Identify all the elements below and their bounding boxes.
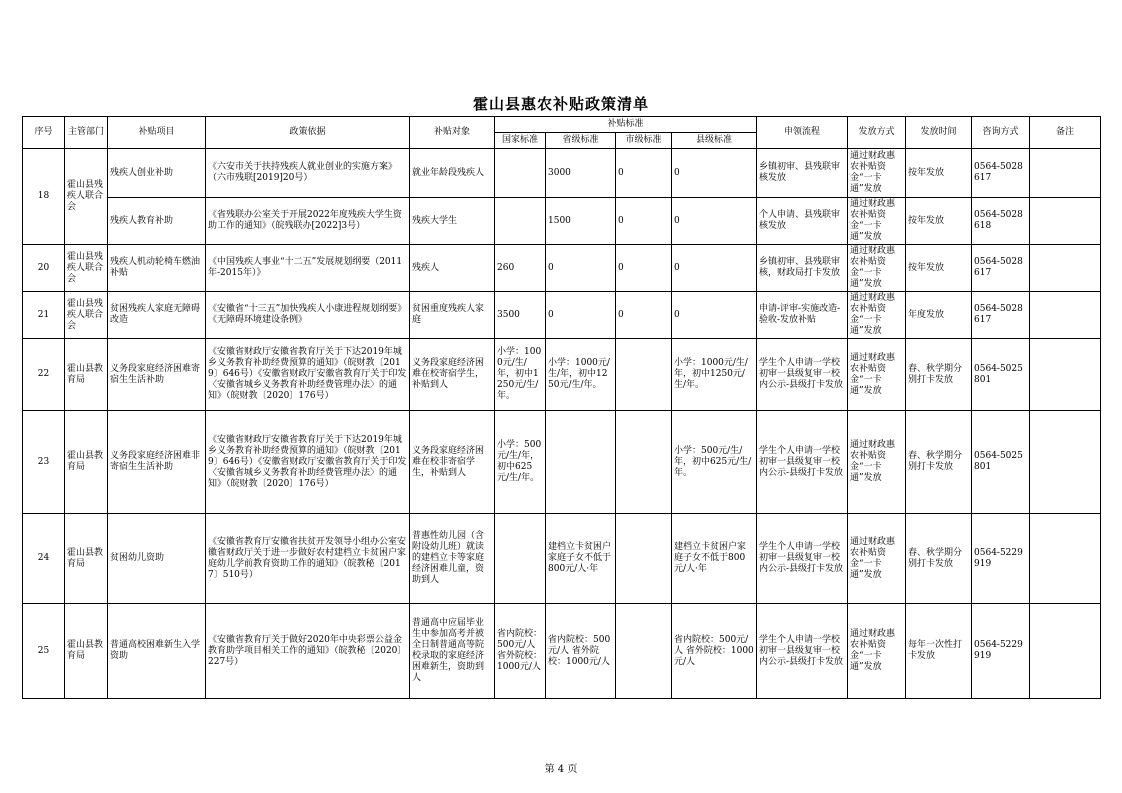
cell-national: 小学：500元/生/年，初中625元/生/年。: [495, 411, 546, 514]
cell-item: 义务段家庭经济困难非寄宿生生活补助: [108, 411, 206, 514]
cell-method: 通过财政惠农补贴资金“一卡通”发放: [848, 604, 906, 699]
header-process: 申领流程: [757, 117, 848, 149]
cell-method: 通过财政惠农补贴资金“一卡通”发放: [848, 339, 906, 411]
cell-county: 建档立卡贫困户家庭子女不低于800元/人·年: [672, 514, 757, 604]
header-basis: 政策依据: [206, 117, 410, 149]
header-city: 市级标准: [616, 133, 672, 149]
cell-method: 通过财政惠农补贴资金“一卡通”发放: [848, 245, 906, 292]
table-row: [23, 149, 1101, 198]
cell-national: 3500: [495, 292, 546, 339]
cell-time: 春、秋学期分别打卡发放: [906, 339, 972, 411]
cell-national: [495, 514, 546, 604]
table-row: [23, 292, 1101, 339]
header-seq: 序号: [23, 117, 65, 149]
cell-target: 义务段家庭经济困难在校寄宿学生，补贴到人: [410, 339, 495, 411]
cell-note: [1030, 604, 1101, 699]
cell-seq: 22: [23, 339, 65, 411]
cell-county: 小学：1000元/生/年，初中1250元/生/年。: [672, 339, 757, 411]
table-row: [23, 604, 1101, 699]
cell-target: 普通高中应届毕业生中参加高考并被全日制普通高等院校录取的家庭经济困难新生，资助到人: [410, 604, 495, 699]
cell-note: [1030, 339, 1101, 411]
cell-contact: 0564-5028618: [972, 198, 1030, 245]
cell-process: 学生个人申请一学校初审一县级复审一校内公示-县级打卡发放: [757, 411, 848, 514]
header-county: 县级标准: [672, 133, 757, 149]
cell-city: [616, 339, 672, 411]
cell-seq: 20: [23, 245, 65, 292]
cell-process: 学生个人申请一学校初审一县级复审一校内公示-县级打卡发放: [757, 339, 848, 411]
cell-basis: 《安徽省财政厅安徽省教育厅关于下达2019年城乡义务教育补助经费预算的通知》（皖财教〔2019〕646号）《安徽省财政厅安徽省教育厅关于印发〈安徽省城乡义务教育补助经费管理办法〉的通知》（皖财教〔2020〕176号）: [206, 339, 410, 411]
cell-national: 省内院校：500元/人 省外院校：1000元/人: [495, 604, 546, 699]
cell-city: [616, 604, 672, 699]
cell-target: 就业年龄段残疾人: [410, 149, 495, 198]
table-body: [23, 149, 1101, 699]
cell-dept: 霍山县残疾人联合会: [65, 245, 108, 292]
cell-national: 260: [495, 245, 546, 292]
cell-basis: 《安徽省教育厅安徽省扶贫开发领导小组办公室安徽省财政厅关于进一步做好农村建档立卡贫困户家庭幼儿学前教育资助工作的通知》（皖教秘〔2017〕510号）: [206, 514, 410, 604]
cell-note: [1030, 198, 1101, 245]
cell-dept: 霍山县教育局: [65, 604, 108, 699]
cell-time: 按年发放: [906, 198, 972, 245]
cell-contact: 0564-5229919: [972, 604, 1030, 699]
cell-target: 普惠性幼儿园（含附设幼儿班）就读的建档立卡等家庭经济困难儿童，资助到人: [410, 514, 495, 604]
cell-national: [495, 149, 546, 198]
cell-contact: 0564-5028617: [972, 292, 1030, 339]
table-row: [23, 245, 1101, 292]
cell-process: 个人申请、县残联审核发放: [757, 198, 848, 245]
table-row: [23, 514, 1101, 604]
header-note: 备注: [1030, 117, 1101, 149]
cell-time: 年度发放: [906, 292, 972, 339]
cell-provincial: 0: [546, 245, 616, 292]
cell-process: 乡镇初审、县残联审核发放: [757, 149, 848, 198]
cell-basis: 《六安市关于扶持残疾人就业创业的实施方案》（六市残联[2019]20号）: [206, 149, 410, 198]
cell-method: 通过财政惠农补贴资金“一卡通”发放: [848, 514, 906, 604]
cell-target: 贫困重度残疾人家庭: [410, 292, 495, 339]
cell-contact: 0564-5028617: [972, 245, 1030, 292]
cell-county: 0: [672, 149, 757, 198]
cell-method: 通过财政惠农补贴资金“一卡通”发放: [848, 198, 906, 245]
cell-method: 通过财政惠农补贴资金“一卡通”发放: [848, 149, 906, 198]
cell-city: [616, 411, 672, 514]
table-row: [23, 198, 1101, 245]
cell-note: [1030, 245, 1101, 292]
cell-item: 残疾人机动轮椅车燃油补贴: [108, 245, 206, 292]
cell-target: 残疾大学生: [410, 198, 495, 245]
cell-time: 按年发放: [906, 149, 972, 198]
cell-provincial: 小学：1000元/生/年，初中1250元/生/年。: [546, 339, 616, 411]
header-provincial: 省级标准: [546, 133, 616, 149]
cell-process: 学生个人申请一学校初审一县级复审一校内公示-县级打卡发放: [757, 604, 848, 699]
cell-process: 乡镇初审、县残联审核，财政局打卡发放: [757, 245, 848, 292]
table-row: [23, 339, 1101, 411]
cell-time: 按年发放: [906, 245, 972, 292]
cell-process: 申请-评审-实施改造-验收-发放补贴: [757, 292, 848, 339]
header-time: 发放时间: [906, 117, 972, 149]
table-row: [23, 411, 1101, 514]
cell-provincial: 省内院校：500元/人 省外院校：1000元/人: [546, 604, 616, 699]
cell-item: 残疾人创业补助: [108, 149, 206, 198]
header-dept: 主管部门: [65, 117, 108, 149]
cell-seq: 24: [23, 514, 65, 604]
cell-note: [1030, 411, 1101, 514]
cell-dept: 霍山县残疾人联合会: [65, 292, 108, 339]
cell-county: 0: [672, 292, 757, 339]
cell-target: 残疾人: [410, 245, 495, 292]
cell-provincial: [546, 411, 616, 514]
cell-basis: 《安徽省“十三五”加快残疾人小康进程规划纲要》《无障碍环境建设条例》: [206, 292, 410, 339]
cell-city: 0: [616, 245, 672, 292]
cell-note: [1030, 514, 1101, 604]
page-number: 第 4 页: [544, 764, 578, 775]
cell-time: 春、秋学期分别打卡发放: [906, 514, 972, 604]
cell-dept: 霍山县教育局: [65, 339, 108, 411]
cell-item: 残疾人教育补助: [108, 198, 206, 245]
cell-dept: 霍山县教育局: [65, 411, 108, 514]
cell-county: 小学：500元/生/年，初中625元/生/年。: [672, 411, 757, 514]
page-title: 霍山县惠农补贴政策清单: [472, 95, 649, 113]
cell-city: 0: [616, 292, 672, 339]
cell-dept: 霍山县残疾人联合会: [65, 149, 108, 245]
cell-item: 义务段家庭经济困难寄宿生生活补助: [108, 339, 206, 411]
cell-provincial: 3000: [546, 149, 616, 198]
cell-method: 通过财政惠农补贴资金“一卡通”发放: [848, 411, 906, 514]
table-header: [23, 117, 1101, 149]
cell-national: [495, 198, 546, 245]
cell-note: [1030, 292, 1101, 339]
cell-provincial: 0: [546, 292, 616, 339]
header-item: 补贴项目: [108, 117, 206, 149]
cell-item: 贫困幼儿资助: [108, 514, 206, 604]
cell-city: 0: [616, 149, 672, 198]
header-national: 国家标准: [495, 133, 546, 149]
cell-item: 普通高校困难新生入学资助: [108, 604, 206, 699]
cell-basis: 《中国残疾人事业“十二五”发展规划纲要（2011年-2015年）》: [206, 245, 410, 292]
cell-contact: 0564-5229919: [972, 514, 1030, 604]
cell-contact: 0564-5025801: [972, 339, 1030, 411]
cell-county: 0: [672, 245, 757, 292]
cell-dept: 霍山县教育局: [65, 514, 108, 604]
cell-process: 学生个人申请一学校初审一县级复审一校内公示-县级打卡发放: [757, 514, 848, 604]
cell-time: 每年一次性打卡发放: [906, 604, 972, 699]
cell-item: 贫困残疾人家庭无障碍改造: [108, 292, 206, 339]
subsidy-table: [22, 116, 1101, 699]
cell-method: 通过财政惠农补贴资金“一卡通”发放: [848, 292, 906, 339]
cell-target: 义务段家庭经济困难在校非寄宿学生，补贴到人: [410, 411, 495, 514]
header-contact: 咨询方式: [972, 117, 1030, 149]
cell-basis: 《省残联办公室关于开展2022年度残疾大学生资助工作的通知》（皖残联办[2022]3号）: [206, 198, 410, 245]
cell-note: [1030, 149, 1101, 198]
cell-seq: 25: [23, 604, 65, 699]
cell-county: 省内院校：500元/人 省外院校：1000元/人: [672, 604, 757, 699]
header-target: 补贴对象: [410, 117, 495, 149]
cell-time: 春、秋学期分别打卡发放: [906, 411, 972, 514]
cell-seq: 18: [23, 149, 65, 245]
cell-basis: 《安徽省教育厅关于做好2020年中央彩票公益金教育助学项目相关工作的通知》（皖教秘〔2020〕227号）: [206, 604, 410, 699]
cell-national: 小学：1000元/生/年，初中1250元/生/年。: [495, 339, 546, 411]
cell-seq: 21: [23, 292, 65, 339]
cell-contact: 0564-5028617: [972, 149, 1030, 198]
header-method: 发放方式: [848, 117, 906, 149]
cell-provincial: 建档立卡贫困户家庭子女不低于800元/人·年: [546, 514, 616, 604]
cell-provincial: 1500: [546, 198, 616, 245]
cell-city: [616, 514, 672, 604]
cell-city: 0: [616, 198, 672, 245]
cell-contact: 0564-5025801: [972, 411, 1030, 514]
cell-seq: 23: [23, 411, 65, 514]
cell-basis: 《安徽省财政厅安徽省教育厅关于下达2019年城乡义务教育补助经费预算的通知》（皖财教〔2019〕646号）《安徽省财政厅安徽省教育厅关于印发〈安徽省城乡义务教育补助经费管理办法〉的通知》（皖财教〔2020〕176号）: [206, 411, 410, 514]
header-standard: 补贴标准: [495, 117, 757, 133]
cell-county: 0: [672, 198, 757, 245]
